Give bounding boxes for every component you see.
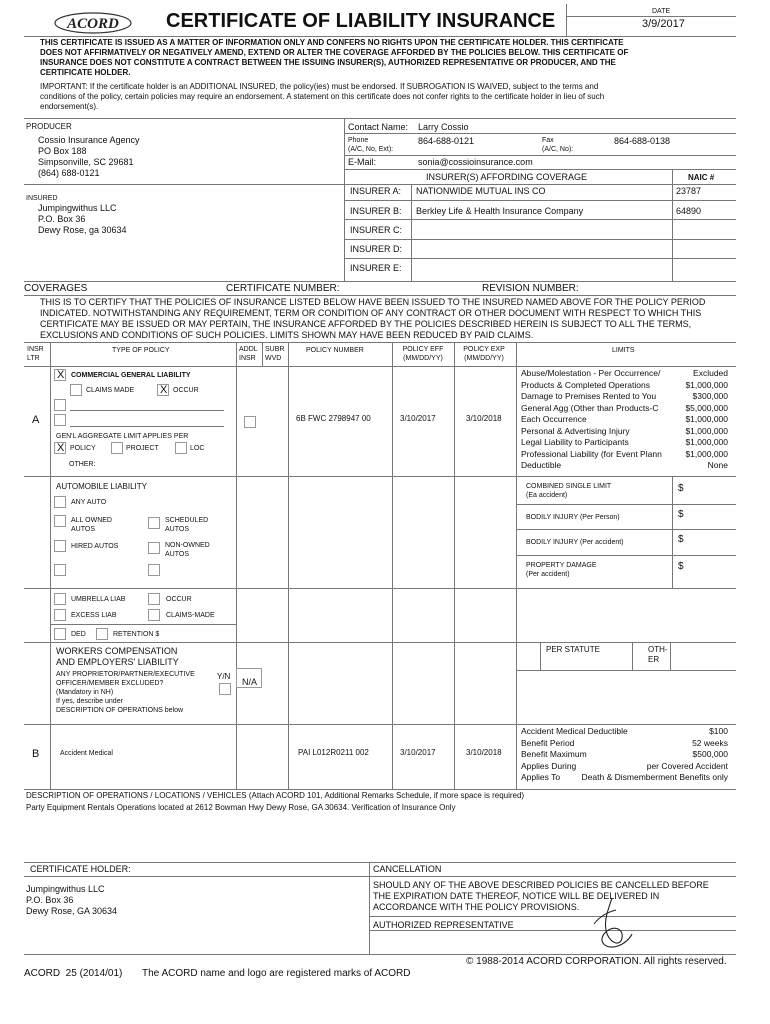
project-label: PROJECT xyxy=(126,445,159,452)
claims-made-umb-label: CLAIMS-MADE xyxy=(166,612,215,619)
auto-blank-checkbox[interactable] xyxy=(148,564,160,576)
auto-limit-value: $ xyxy=(678,483,684,494)
commercial-general-liability: COMMERCIAL GENERAL LIABILITY xyxy=(71,372,191,379)
auto-limit: BODILY INJURY (Per accident) xyxy=(526,539,624,546)
claims-made-label: CLAIMS MADE xyxy=(86,387,135,394)
occur-x-mark: X xyxy=(160,384,168,396)
auto-limit-value: $ xyxy=(678,534,684,545)
workers-comp-title: WORKERS COMPENSATION AND EMPLOYERS' LIABILITY xyxy=(56,646,179,667)
claims-made-umb-checkbox[interactable] xyxy=(148,609,160,621)
all-owned-label: ALL OWNED AUTOS xyxy=(71,517,112,533)
limit-row: Benefit Period 52 weeks xyxy=(521,737,728,748)
umbrella-checkbox[interactable] xyxy=(54,593,66,605)
loc-checkbox[interactable] xyxy=(175,442,187,454)
certificate-holder-address: Jumpingwithus LLC P.O. Box 36 Dewy Rose, GA 30634 xyxy=(26,884,118,916)
header-limits: LIMITS xyxy=(612,347,635,354)
naic-label: NAIC # xyxy=(688,173,715,182)
contact-name: Larry Cossio xyxy=(418,122,469,132)
non-owned-label: NON-OWNED AUTOS xyxy=(165,542,210,558)
date-label: DATE xyxy=(652,8,671,15)
auto-limit: BODILY INJURY (Per Person) xyxy=(526,514,620,521)
auto-limit-value: $ xyxy=(678,561,684,572)
header-insr-ltr: INSR LTR xyxy=(27,346,44,362)
umbrella-occur-checkbox[interactable] xyxy=(148,593,160,605)
limit-row: Abuse/Molestation - Per Occurrence/ Excluded xyxy=(521,368,728,378)
gl-blank-checkbox[interactable] xyxy=(54,399,66,411)
per-statute-label: PER STATUTE xyxy=(546,645,600,654)
acord-logo xyxy=(52,8,134,36)
header-policy-exp: POLICY EXP (MM/DD/YY) xyxy=(463,346,505,362)
header-policy-number: POLICY NUMBER xyxy=(306,347,364,354)
limit-row: Professional Liability (for Event Plann $1,000,000 xyxy=(521,448,728,459)
description-label: DESCRIPTION OF OPERATIONS / LOCATIONS / VEHICLES (Attach ACORD 101, Additional Remarks Schedule, if more space is required) xyxy=(26,791,525,800)
important-notice: IMPORTANT: If the certificate holder is an ADDITIONAL INSURED, the policy(ies) must be endorsed. If SUBROGATION IS WAIVED, subject to the terms and conditions of the policy, certain policies may require an endorsement. A statement on this certificate does not confer rights to the certificate holder in lieu of such endorsement(s). xyxy=(40,82,605,111)
date-value: 3/9/2017 xyxy=(642,18,685,30)
retention-checkbox[interactable] xyxy=(96,628,108,640)
workers-na: N/A xyxy=(242,677,258,687)
auto-limit-value: $ xyxy=(678,509,684,520)
header-addl-insr: ADDL INSR xyxy=(239,346,258,362)
contact-name-label: Contact Name: xyxy=(348,122,409,132)
header-type-of-policy: TYPE OF POLICY xyxy=(112,347,170,354)
all-owned-checkbox[interactable] xyxy=(54,515,66,527)
excess-label: EXCESS LIAB xyxy=(71,612,117,619)
excess-checkbox[interactable] xyxy=(54,609,66,621)
description-text: Party Equipment Rentals Operations located at 2612 Bowman Hwy Dewy Rose, GA 30634. Verification of Insurance Only xyxy=(26,803,456,812)
accident-policy-number: PAI L012R0211 002 xyxy=(298,748,369,757)
accident-medical-type: Accident Medical xyxy=(60,750,113,757)
copyright: © 1988-2014 ACORD CORPORATION. All rights reserved. xyxy=(466,956,727,967)
coverages-label: COVERAGES xyxy=(24,283,88,294)
insr-letter-a: A xyxy=(32,414,40,426)
limit-row: Applies During per Covered Accident xyxy=(521,760,728,771)
fax-label: Fax (A/C, No): xyxy=(542,137,574,153)
insured-address: Jumpingwithus LLC P.O. Box 36 Dewy Rose, ga 30634 xyxy=(38,203,127,235)
automobile-liability-label: AUTOMOBILE LIABILITY xyxy=(56,482,147,491)
limit-row: Personal & Advertising Injury $1,000,000 xyxy=(521,425,728,436)
other-wc-label: OTH- ER xyxy=(648,645,668,664)
limit-row: Products & Completed Operations $1,000,000 xyxy=(521,379,728,390)
certificate-holder-label: CERTIFICATE HOLDER: xyxy=(30,864,131,874)
policy-x-mark: X xyxy=(57,442,65,454)
scheduled-label: SCHEDULED AUTOS xyxy=(165,517,209,533)
excluded-checkbox[interactable] xyxy=(219,683,231,695)
accident-policy-eff: 3/10/2017 xyxy=(400,748,436,757)
gl-policy-exp: 3/10/2018 xyxy=(466,414,502,423)
phone-label: Phone (A/C, No, Ext): xyxy=(348,137,394,153)
limit-row: Deductible None xyxy=(521,460,728,470)
trademark-notice: The ACORD name and logo are registered marks of ACORD xyxy=(142,968,411,979)
workers-comp-question: ANY PROPRIETOR/PARTNER/EXECUTIVE OFFICER/MEMBER EXCLUDED? (Mandatory in NH) If yes, describe under DESCRIPTION OF OPERATIONS below xyxy=(56,671,195,714)
svg-text:ACORD: ACORD xyxy=(67,16,119,32)
claims-made-checkbox[interactable] xyxy=(70,384,82,396)
gl-addl-insr-checkbox[interactable] xyxy=(244,416,256,428)
limit-row: Legal Liability to Participants $1,000,000 xyxy=(521,437,728,447)
header-policy-eff: POLICY EFF (MM/DD/YY) xyxy=(402,346,444,362)
auto-limit: COMBINED SINGLE LIMIT (Ea accident) xyxy=(526,483,612,499)
hired-autos-label: HIRED AUTOS xyxy=(71,543,119,550)
limit-row: Accident Medical Deductible $100 xyxy=(521,726,728,736)
loc-label: LOC xyxy=(190,445,205,452)
fax-value: 864-688-0138 xyxy=(614,136,671,146)
gl-blank-checkbox[interactable] xyxy=(54,414,66,426)
scheduled-checkbox[interactable] xyxy=(148,517,160,529)
phone-value: 864-688-0121 xyxy=(418,136,475,146)
header-subr-wvd: SUBR WVD xyxy=(265,346,285,362)
form-number: ACORD 25 (2014/01) xyxy=(24,968,123,979)
non-owned-checkbox[interactable] xyxy=(148,542,160,554)
auto-blank-checkbox[interactable] xyxy=(54,564,66,576)
disclaimer-text: THIS CERTIFICATE IS ISSUED AS A MATTER OF INFORMATION ONLY AND CONFERS NO RIGHTS UPON THE CERTIFICATE HOLDER. THIS CERTIFICATE DOES NOT AFFIRMATIVELY OR NEGATIVELY AMEND, EXTEND OR ALTER THE COVERAGE AFFORDED BY THE POLICIES BELOW. THIS CERTIFICATE OF INSURANCE DOES NOT CONSTITUTE A CONTRACT BETWEEN THE ISSUING INSURER(S), AUTHORIZED REPRESENTATIVE OR PRODUCER, AND THE CERTIFICATE HOLDER. xyxy=(40,38,629,77)
insured-label: INSURED xyxy=(26,195,58,202)
limit-row: Applies To Death & Dismemberment Benefits only xyxy=(521,772,728,782)
policy-label: POLICY xyxy=(70,445,96,452)
ded-label: DED xyxy=(71,631,86,638)
project-checkbox[interactable] xyxy=(111,442,123,454)
any-auto-label: ANY AUTO xyxy=(71,499,107,506)
umbrella-occur-label: OCCUR xyxy=(166,596,192,603)
accident-policy-exp: 3/10/2018 xyxy=(466,748,502,757)
gl-policy-eff: 3/10/2017 xyxy=(400,414,436,423)
aggregate-limit-label: GEN'L AGGREGATE LIMIT APPLIES PER xyxy=(56,433,189,440)
email-label: E-Mail: xyxy=(348,157,377,167)
accident-limits xyxy=(521,726,728,784)
retention-label: RETENTION $ xyxy=(113,631,160,638)
umbrella-label: UMBRELLA LIAB xyxy=(71,596,126,603)
limit-row: General Agg (Other than Products-C $5,000,000 xyxy=(521,402,728,413)
cancellation-text: SHOULD ANY OF THE ABOVE DESCRIBED POLICIES BE CANCELLED BEFORE THE EXPIRATION DATE THEREOF, NOTICE WILL BE DELIVERED IN ACCORDANCE WITH THE POLICY PROVISIONS. xyxy=(373,880,709,912)
limit-row: Each Occurrence $1,000,000 xyxy=(521,414,728,424)
any-auto-checkbox[interactable] xyxy=(54,496,66,508)
authorized-representative-label: AUTHORIZED REPRESENTATIVE xyxy=(373,920,514,930)
yn-label: Y/N xyxy=(217,672,231,681)
gl-policy-number: 6B FWC 2798947 00 xyxy=(296,414,371,423)
insurers-heading: INSURER(S) AFFORDING COVERAGE xyxy=(426,172,588,182)
cancellation-label: CANCELLATION xyxy=(373,864,442,874)
producer-label: PRODUCER xyxy=(26,122,72,131)
auto-limit: PROPERTY DAMAGE (Per accident) xyxy=(526,562,597,578)
signature xyxy=(586,894,636,954)
certificate-number-label: CERTIFICATE NUMBER: xyxy=(226,283,340,294)
ded-checkbox[interactable] xyxy=(54,628,66,640)
coverages-statement: THIS IS TO CERTIFY THAT THE POLICIES OF INSURANCE LISTED BELOW HAVE BEEN ISSUED TO THE INSURED NAMED ABOVE FOR THE POLICY PERIOD INDICATED. NOTWITHSTANDING ANY REQUIREMENT, TERM OR CONDITION OF ANY CONTRACT OR OTHER DOCUMENT WITH RESPECT TO WHICH THIS CERTIFICATE MAY BE ISSUED OR MAY PERTAIN, THE INSURANCE AFFORDED BY THE POLICIES DESCRIBED HEREIN IS SUBJECT TO ALL THE TERMS, EXCLUSIONS AND CONDITIONS OF SUCH POLICIES. LIMITS SHOWN MAY HAVE BEEN REDUCED BY PAID CLAIMS. xyxy=(40,297,706,340)
producer-address: Cossio Insurance Agency PO Box 188 Simpsonville, SC 29681 (864) 688-0121 xyxy=(38,135,140,178)
other-label: OTHER: xyxy=(69,461,96,468)
form-title: CERTIFICATE OF LIABILITY INSURANCE xyxy=(166,10,556,32)
email-value[interactable]: sonia@cossioinsurance.com xyxy=(418,157,533,167)
occur-label: OCCUR xyxy=(173,387,199,394)
limit-row: Benefit Maximum $500,000 xyxy=(521,749,728,759)
limit-row: Damage to Premises Rented to You $300,000 xyxy=(521,391,728,401)
insr-letter-b: B xyxy=(32,748,40,760)
hired-autos-checkbox[interactable] xyxy=(54,540,66,552)
gl-x-mark: X xyxy=(57,369,65,381)
revision-number-label: REVISION NUMBER: xyxy=(482,283,579,294)
gl-limits xyxy=(521,368,728,472)
